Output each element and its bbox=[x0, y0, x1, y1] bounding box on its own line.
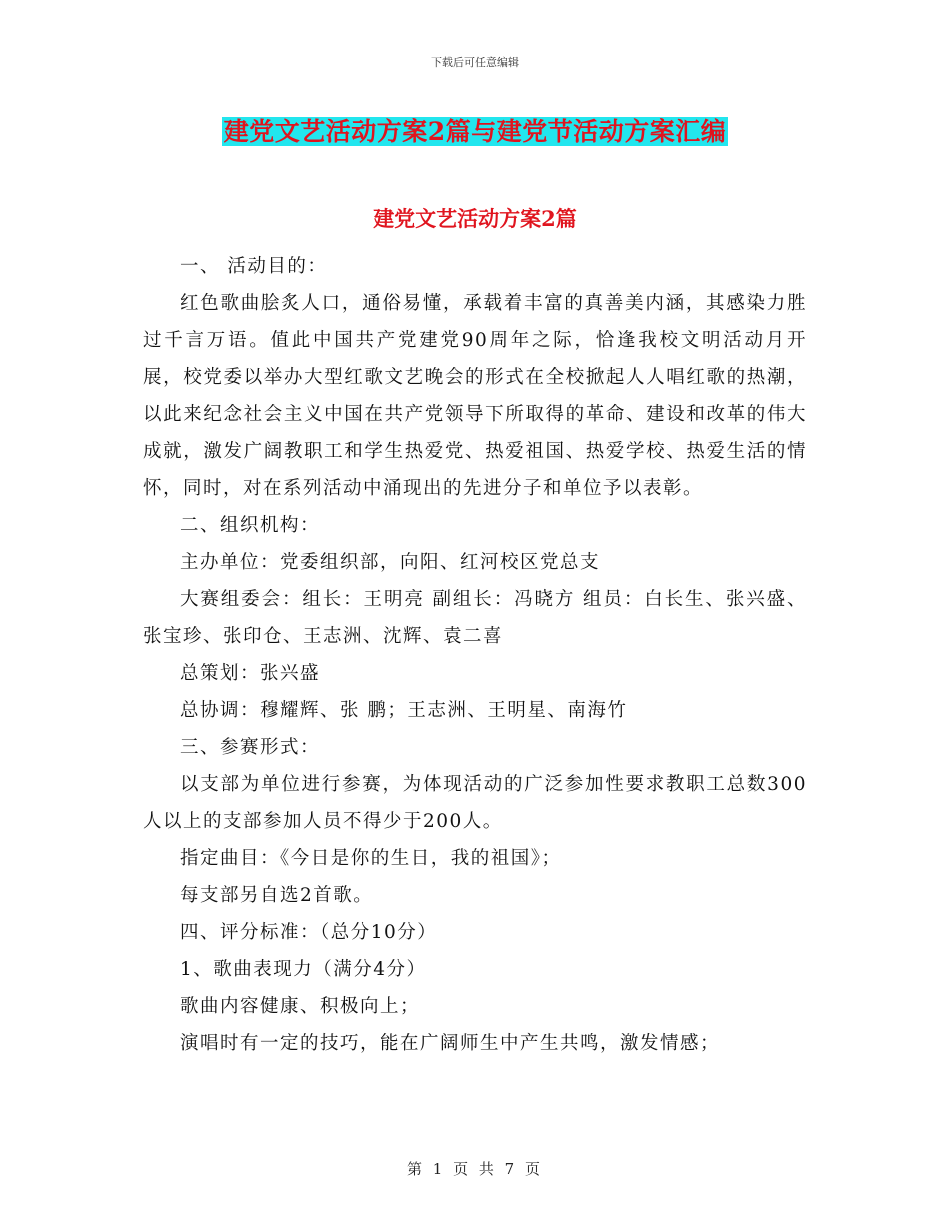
header-note: 下载后可任意编辑 bbox=[431, 56, 519, 69]
paragraph-scoring-item-1: 1、歌曲表现力（满分4分） bbox=[180, 959, 427, 980]
paragraph-committee: 大赛组委会：组长：王明亮 副组长：冯晓方 组员：白长生、张兴盛、张宝珍、张印仓、王志洲、沈辉、袁二喜 bbox=[143, 589, 807, 647]
paragraph-host: 主办单位：党委组织部，向阳、红河校区党总支 bbox=[180, 552, 601, 573]
paragraph-objective: 红色歌曲脍炙人口，通俗易懂，承载着丰富的真善美内涵，其感染力胜过千言万语。值此中国共产党建党90周年之际，恰逢我校文明活动月开展，校党委以举办大型红歌文艺晚会的形式在全校掀起人人唱红歌的热潮，以此来纪念社会主义中国在共产党领导下所取得的革命、建设和改革的伟大成就，激发广阔教职工和学生热爱党、热爱祖国、热爱学校、热爱生活的情怀，同时，对在系列活动中涌现出的先进分子和单位予以表彰。 bbox=[143, 293, 807, 499]
document-body bbox=[143, 248, 807, 1062]
paragraph-optional-songs: 每支部另自选2首歌。 bbox=[180, 885, 374, 906]
paragraph-assigned-song: 指定曲目：《今日是你的生日，我的祖国》； bbox=[180, 848, 562, 869]
paragraph-format: 以支部为单位进行参赛，为体现活动的广泛参加性要求教职工总数300人以上的支部参加人员不得少于200人。 bbox=[143, 774, 807, 832]
paragraph-format-heading: 三、参赛形式： bbox=[180, 737, 321, 758]
paragraph-planner: 总策划：张兴盛 bbox=[180, 663, 321, 684]
document-title bbox=[0, 112, 950, 148]
page-footer: 第 1 页 共 7 页 bbox=[407, 1160, 543, 1178]
paragraph-organization-heading: 二、组织机构： bbox=[180, 515, 321, 536]
document-title-text: 建党文艺活动方案2篇与建党节活动方案汇编 bbox=[223, 117, 727, 146]
paragraph-objective-heading: 一、 活动目的： bbox=[180, 256, 328, 277]
paragraph-scoring-heading: 四、评分标准：（总分10分） bbox=[180, 922, 438, 943]
paragraph-scoring-content: 歌曲内容健康、积极向上； bbox=[180, 996, 421, 1017]
paragraph-coordinator: 总协调：穆耀辉、张 鹏；王志洲、王明星、南海竹 bbox=[180, 700, 628, 721]
paragraph-scoring-technique: 演唱时有一定的技巧，能在广阔师生中产生共鸣，激发情感； bbox=[180, 1033, 721, 1054]
section-title: 建党文艺活动方案2篇 bbox=[373, 206, 577, 231]
